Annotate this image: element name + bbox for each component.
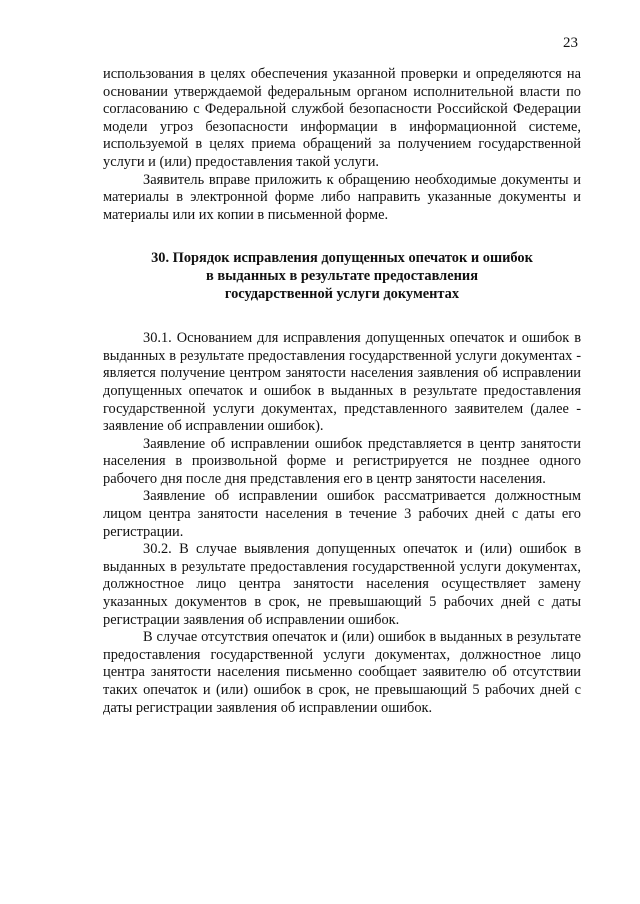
section-heading-line: государственной услуги документах [224, 285, 460, 302]
paragraph: Заявление об исправлении ошибок рассматривается должностным лицом центра занятости населения в течение 3 рабочих дней с даты его регистрации. [103, 488, 581, 540]
section-heading-line: в выданных в результате предоставления [205, 267, 478, 284]
paragraph: В случае отсутствия опечаток и (или) ошибок в выданных в результате предоставления государственной услуги документах, должностное лицо центра занятости населения письменно сообщает заявителю об отсутствии таких опечаток и (или) ошибок в срок, не превышающий 5 рабочих дней с даты регистрации заявления об исправлении ошибок. [103, 629, 581, 716]
section-heading-line: 30. Порядок исправления допущенных опечаток и ошибок [151, 250, 533, 267]
page-number: 23 [563, 35, 578, 51]
section-heading [103, 250, 581, 303]
paragraph: Заявление об исправлении ошибок представляется в центр занятости населения в произвольной форме и регистрируется не позднее одного рабочего дня после дня представления его в центр занятости населения. [103, 435, 581, 487]
paragraph-30-1: 30.1. Основанием для исправления допущенных опечаток и ошибок в выданных в результате предоставления государственной услуги документах - является получение центром занятости населения заявления об исправлении допущенных опечаток и ошибок в выданных в результате предоставления государственной услуги документах, представленного заявителем (далее - заявление об исправлении ошибок). [103, 330, 581, 435]
paragraph-continued: использования в целях обеспечения указанной проверки и определяются на основании утверждаемой федеральным органом исполнительной власти по согласованию с Федеральной службой безопасности Российской Федерации модели угроз безопасности информации в информационной системе, используемой в целях приема обращений за получением государственной услуги и (или) предоставления такой услуги. [103, 66, 581, 170]
paragraph-30-2: 30.2. В случае выявления допущенных опечаток и (или) ошибок в выданных в результате предоставления государственной услуги документах, должностное лицо центра занятости населения осуществляет замену указанных документов в срок, не превышающий 5 рабочих дней с даты регистрации заявления об исправлении ошибок. [103, 541, 581, 628]
document-body [103, 66, 581, 717]
paragraph: Заявитель вправе приложить к обращению необходимые документы и материалы в электронной форме либо направить указанные документы и материалы или их копии в письменной форме. [103, 171, 581, 223]
